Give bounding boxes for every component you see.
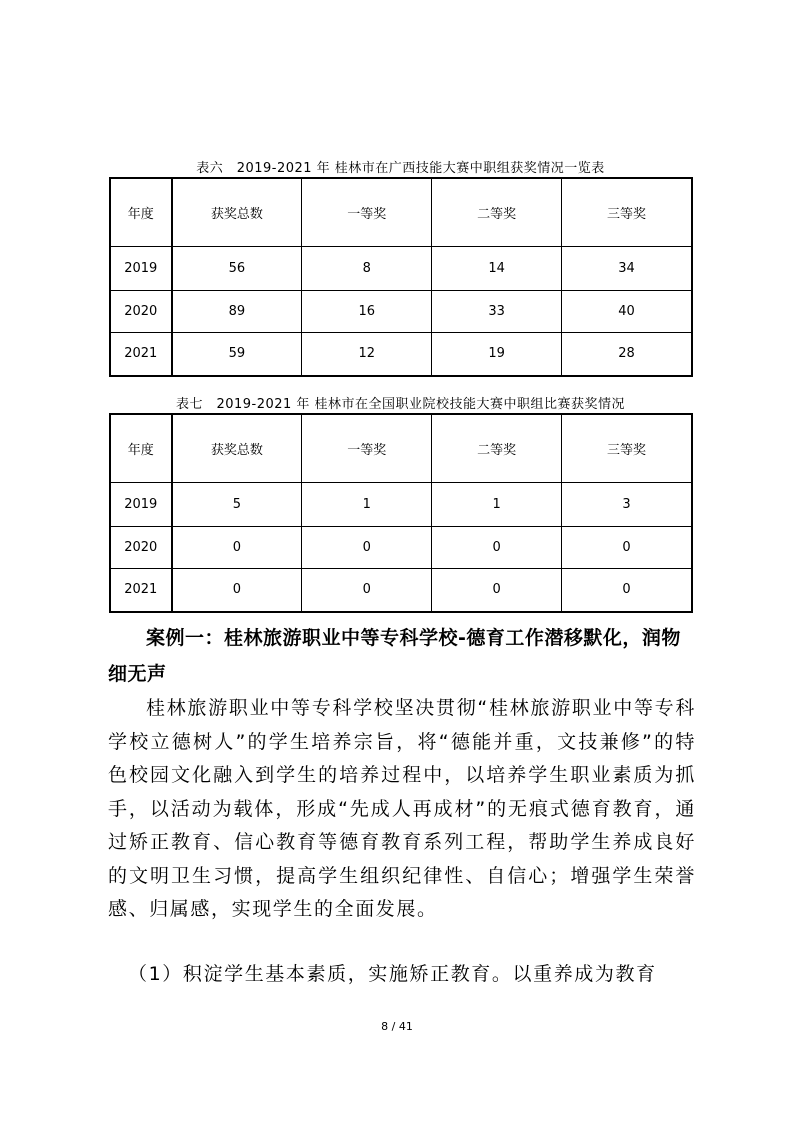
cell: 16 (302, 290, 432, 332)
cell: 28 (562, 332, 692, 376)
cell: 56 (172, 246, 302, 290)
table6 (109, 177, 693, 377)
cell: 0 (562, 568, 692, 612)
cell: 59 (172, 332, 302, 376)
cell: 89 (172, 290, 302, 332)
cell: 8 (302, 246, 432, 290)
cell: 3 (562, 482, 692, 526)
case-heading: 案例一：桂林旅游职业中等专科学校-德育工作潜移默化，润物细无声 (108, 627, 681, 685)
cell: 19 (432, 332, 562, 376)
cell-year: 2021 (110, 332, 172, 376)
cell-year: 2019 (110, 246, 172, 290)
cell: 12 (302, 332, 432, 376)
table-header-row (110, 414, 692, 482)
cell: 1 (302, 482, 432, 526)
header-total: 获奖总数 (172, 178, 302, 246)
table-row (110, 246, 692, 290)
header-second: 二等奖 (432, 414, 562, 482)
table7 (109, 413, 693, 613)
cell: 0 (302, 526, 432, 568)
cell-year: 2020 (110, 526, 172, 568)
cell: 0 (302, 568, 432, 612)
cell-year: 2021 (110, 568, 172, 612)
header-year: 年度 (110, 414, 172, 482)
table6-caption: 表六 2019-2021 年 桂林市在广西技能大赛中职组获奖情况一览表 (196, 161, 605, 176)
cell: 14 (432, 246, 562, 290)
cell: 40 (562, 290, 692, 332)
case-paragraph-2: （1）积淀学生基本素质，实施矫正教育。以重养成为教育 (128, 963, 657, 985)
cell: 0 (562, 526, 692, 568)
header-total: 获奖总数 (172, 414, 302, 482)
cell: 33 (432, 290, 562, 332)
cell: 5 (172, 482, 302, 526)
header-first: 一等奖 (302, 414, 432, 482)
table-row (110, 526, 692, 568)
table-row (110, 332, 692, 376)
cell: 34 (562, 246, 692, 290)
table-row (110, 290, 692, 332)
table-header-row (110, 178, 692, 246)
cell-year: 2019 (110, 482, 172, 526)
page-number: 8 / 41 (381, 1020, 413, 1033)
cell: 0 (432, 526, 562, 568)
cell: 0 (172, 526, 302, 568)
cell: 0 (172, 568, 302, 612)
header-third: 三等奖 (562, 414, 692, 482)
cell-year: 2020 (110, 290, 172, 332)
header-third: 三等奖 (562, 178, 692, 246)
case-paragraph-1: 桂林旅游职业中等专科学校坚决贯彻“桂林旅游职业中等专科学校立德树人”的学生培养宗旨，将“德能并重，文技兼修”的特色校园文化融入到学生的培养过程中，以培养学生职业素质为抓手，以活动为载体，形成“先成人再成材”的无痕式德育教育，通过矫正教育、信心教育等德育教育系列工程，帮助学生养成良好的文明卫生习惯，提高学生组织纪律性、自信心；增强学生荣誉感、归属感，实现学生的全面发展。 (108, 697, 696, 920)
table-row (110, 568, 692, 612)
cell: 0 (432, 568, 562, 612)
table-row (110, 482, 692, 526)
header-year: 年度 (110, 178, 172, 246)
table7-caption: 表七 2019-2021 年 桂林市在全国职业院校技能大赛中职组比赛获奖情况 (175, 397, 626, 412)
cell: 1 (432, 482, 562, 526)
header-first: 一等奖 (302, 178, 432, 246)
header-second: 二等奖 (432, 178, 562, 246)
